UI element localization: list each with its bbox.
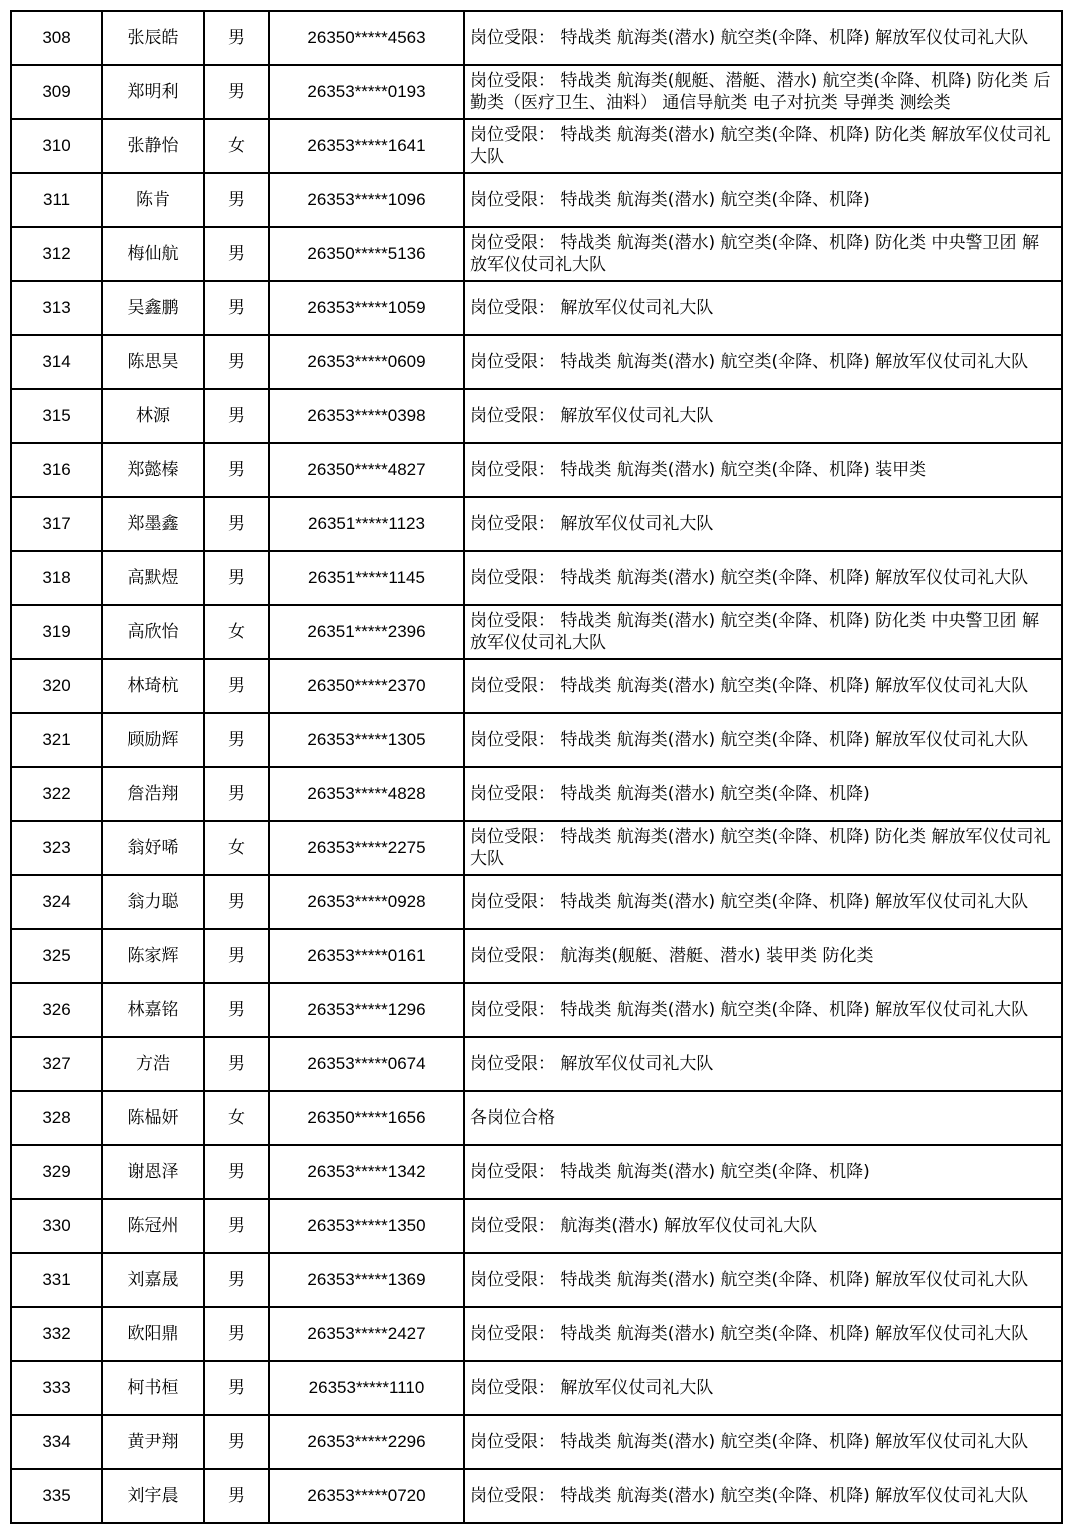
table-row [11,767,1062,821]
table-row [11,1469,1062,1523]
candidate-id-number: 26351*****2396 [269,605,464,659]
candidate-gender: 男 [204,1253,269,1307]
position-restriction-note: 岗位受限： 特战类 航海类(潜水) 航空类(伞降、机降) 防化类 解放军仪仗司礼大队 [464,821,1062,875]
candidate-id-number: 26353*****2275 [269,821,464,875]
table-row [11,551,1062,605]
table-row [11,281,1062,335]
table-row [11,65,1062,119]
row-number: 331 [11,1253,102,1307]
position-restriction-note: 岗位受限： 特战类 航海类(潜水) 航空类(伞降、机降) 装甲类 [464,443,1062,497]
candidate-id-number: 26353*****0161 [269,929,464,983]
candidate-id-number: 26353*****1110 [269,1361,464,1415]
row-number: 308 [11,11,102,65]
row-number: 313 [11,281,102,335]
table-row [11,119,1062,173]
candidate-id-number: 26350*****2370 [269,659,464,713]
position-restriction-note: 岗位受限： 特战类 航海类(潜水) 航空类(伞降、机降) 解放军仪仗司礼大队 [464,551,1062,605]
row-number: 320 [11,659,102,713]
candidate-id-number: 26353*****4828 [269,767,464,821]
candidate-gender: 男 [204,443,269,497]
table-row [11,497,1062,551]
row-number: 327 [11,1037,102,1091]
row-number: 312 [11,227,102,281]
row-number: 328 [11,1091,102,1145]
position-restriction-note: 岗位受限： 特战类 航海类(潜水) 航空类(伞降、机降) 解放军仪仗司礼大队 [464,11,1062,65]
candidate-gender: 男 [204,1037,269,1091]
position-restriction-note: 岗位受限： 特战类 航海类(潜水) 航空类(伞降、机降) 解放军仪仗司礼大队 [464,1253,1062,1307]
row-number: 323 [11,821,102,875]
row-number: 329 [11,1145,102,1199]
table-row [11,389,1062,443]
candidate-name: 陈家辉 [102,929,204,983]
table-row [11,605,1062,659]
candidate-id-number: 26350*****4827 [269,443,464,497]
position-restriction-note: 岗位受限： 解放军仪仗司礼大队 [464,389,1062,443]
candidate-name: 梅仙航 [102,227,204,281]
candidate-gender: 女 [204,821,269,875]
table-row [11,443,1062,497]
position-restriction-note: 岗位受限： 航海类(潜水) 解放军仪仗司礼大队 [464,1199,1062,1253]
candidate-gender: 男 [204,659,269,713]
row-number: 322 [11,767,102,821]
candidate-gender: 男 [204,713,269,767]
table-row [11,1361,1062,1415]
table-row [11,659,1062,713]
position-restriction-note: 岗位受限： 特战类 航海类(潜水) 航空类(伞降、机降) 解放军仪仗司礼大队 [464,983,1062,1037]
candidate-gender: 男 [204,1361,269,1415]
row-number: 334 [11,1415,102,1469]
candidate-id-number: 26353*****0720 [269,1469,464,1523]
candidate-id-number: 26353*****1096 [269,173,464,227]
candidate-name: 刘嘉晟 [102,1253,204,1307]
row-number: 330 [11,1199,102,1253]
roster-body [11,11,1062,1523]
candidate-gender: 男 [204,1145,269,1199]
candidate-id-number: 26350*****4563 [269,11,464,65]
table-row [11,875,1062,929]
row-number: 311 [11,173,102,227]
position-restriction-note: 岗位受限： 特战类 航海类(潜水) 航空类(伞降、机降) [464,173,1062,227]
candidate-gender: 女 [204,119,269,173]
position-restriction-note: 岗位受限： 特战类 航海类(潜水) 航空类(伞降、机降) 解放军仪仗司礼大队 [464,1307,1062,1361]
candidate-gender: 男 [204,335,269,389]
candidate-name: 林琦杭 [102,659,204,713]
candidate-name: 张静怡 [102,119,204,173]
candidate-name: 吴鑫鹏 [102,281,204,335]
row-number: 332 [11,1307,102,1361]
candidate-id-number: 26351*****1123 [269,497,464,551]
candidate-name: 张辰皓 [102,11,204,65]
candidate-id-number: 26353*****2427 [269,1307,464,1361]
row-number: 316 [11,443,102,497]
position-restriction-note: 岗位受限： 特战类 航海类(潜水) 航空类(伞降、机降) 解放军仪仗司礼大队 [464,875,1062,929]
candidate-gender: 男 [204,929,269,983]
row-number: 318 [11,551,102,605]
candidate-name: 欧阳鼎 [102,1307,204,1361]
candidate-name: 陈肯 [102,173,204,227]
candidate-name: 黄尹翔 [102,1415,204,1469]
candidate-gender: 男 [204,1199,269,1253]
position-restriction-note: 岗位受限： 特战类 航海类(潜水) 航空类(伞降、机降) 解放军仪仗司礼大队 [464,1415,1062,1469]
table-row [11,1037,1062,1091]
candidate-id-number: 26353*****1305 [269,713,464,767]
candidate-gender: 男 [204,1415,269,1469]
candidate-gender: 女 [204,1091,269,1145]
position-restriction-note: 岗位受限： 解放军仪仗司礼大队 [464,1361,1062,1415]
candidate-gender: 男 [204,65,269,119]
row-number: 324 [11,875,102,929]
row-number: 310 [11,119,102,173]
candidate-name: 郑明利 [102,65,204,119]
candidate-id-number: 26353*****0193 [269,65,464,119]
row-number: 321 [11,713,102,767]
candidate-id-number: 26353*****1059 [269,281,464,335]
candidate-id-number: 26353*****1641 [269,119,464,173]
candidate-gender: 男 [204,497,269,551]
row-number: 335 [11,1469,102,1523]
candidate-name: 谢恩泽 [102,1145,204,1199]
candidate-id-number: 26353*****0928 [269,875,464,929]
position-restriction-note: 岗位受限： 航海类(舰艇、潜艇、潜水) 装甲类 防化类 [464,929,1062,983]
table-row [11,983,1062,1037]
candidate-id-number: 26353*****1342 [269,1145,464,1199]
table-row [11,173,1062,227]
candidate-name: 陈思昊 [102,335,204,389]
table-row [11,1307,1062,1361]
candidate-name: 郑墨鑫 [102,497,204,551]
position-restriction-note: 各岗位合格 [464,1091,1062,1145]
candidate-gender: 男 [204,767,269,821]
row-number: 325 [11,929,102,983]
row-number: 315 [11,389,102,443]
table-row [11,227,1062,281]
table-row [11,11,1062,65]
position-restriction-note: 岗位受限： 特战类 航海类(潜水) 航空类(伞降、机降) 解放军仪仗司礼大队 [464,713,1062,767]
position-restriction-note: 岗位受限： 特战类 航海类(潜水) 航空类(伞降、机降) [464,767,1062,821]
candidate-name: 方浩 [102,1037,204,1091]
candidate-id-number: 26353*****1296 [269,983,464,1037]
row-number: 326 [11,983,102,1037]
candidate-name: 陈冠州 [102,1199,204,1253]
position-restriction-note: 岗位受限： 特战类 航海类(潜水) 航空类(伞降、机降) 防化类 解放军仪仗司礼大队 [464,119,1062,173]
candidate-gender: 男 [204,983,269,1037]
position-restriction-note: 岗位受限： 特战类 航海类(潜水) 航空类(伞降、机降) 解放军仪仗司礼大队 [464,335,1062,389]
candidate-name: 郑懿榛 [102,443,204,497]
row-number: 314 [11,335,102,389]
position-restriction-note: 岗位受限： 特战类 航海类(潜水) 航空类(伞降、机降) 解放军仪仗司礼大队 [464,1469,1062,1523]
position-restriction-note: 岗位受限： 解放军仪仗司礼大队 [464,281,1062,335]
table-row [11,1199,1062,1253]
position-restriction-note: 岗位受限： 特战类 航海类(潜水) 航空类(伞降、机降) [464,1145,1062,1199]
candidate-name: 詹浩翔 [102,767,204,821]
table-row [11,1091,1062,1145]
candidate-id-number: 26350*****5136 [269,227,464,281]
candidate-name: 翁力聪 [102,875,204,929]
table-row [11,821,1062,875]
candidate-gender: 男 [204,173,269,227]
candidate-gender: 男 [204,1469,269,1523]
candidate-gender: 男 [204,875,269,929]
candidate-id-number: 26353*****0609 [269,335,464,389]
candidate-gender: 男 [204,1307,269,1361]
candidate-id-number: 26353*****1369 [269,1253,464,1307]
position-restriction-note: 岗位受限： 解放军仪仗司礼大队 [464,497,1062,551]
candidate-id-number: 26351*****1145 [269,551,464,605]
candidate-id-number: 26353*****1350 [269,1199,464,1253]
candidate-name: 陈榀妍 [102,1091,204,1145]
table-row [11,335,1062,389]
row-number: 333 [11,1361,102,1415]
table-row [11,713,1062,767]
table-row [11,1145,1062,1199]
table-row [11,929,1062,983]
table-row [11,1415,1062,1469]
position-restriction-note: 岗位受限： 特战类 航海类(舰艇、潜艇、潜水) 航空类(伞降、机降) 防化类 后勤类（医疗卫生、油料） 通信导航类 电子对抗类 导弹类 测绘类 [464,65,1062,119]
position-restriction-note: 岗位受限： 特战类 航海类(潜水) 航空类(伞降、机降) 防化类 中央警卫团 解放军仪仗司礼大队 [464,605,1062,659]
candidate-gender: 男 [204,551,269,605]
candidate-gender: 男 [204,227,269,281]
position-restriction-note: 岗位受限： 特战类 航海类(潜水) 航空类(伞降、机降) 防化类 中央警卫团 解放军仪仗司礼大队 [464,227,1062,281]
candidate-id-number: 26353*****2296 [269,1415,464,1469]
candidate-name: 高默煜 [102,551,204,605]
candidate-id-number: 26350*****1656 [269,1091,464,1145]
candidate-id-number: 26353*****0674 [269,1037,464,1091]
row-number: 319 [11,605,102,659]
row-number: 309 [11,65,102,119]
candidate-gender: 男 [204,11,269,65]
roster-table [10,10,1063,1524]
candidate-name: 翁妤唏 [102,821,204,875]
candidate-name: 柯书桓 [102,1361,204,1415]
candidate-name: 林源 [102,389,204,443]
table-row [11,1253,1062,1307]
candidate-name: 高欣怡 [102,605,204,659]
row-number: 317 [11,497,102,551]
position-restriction-note: 岗位受限： 特战类 航海类(潜水) 航空类(伞降、机降) 解放军仪仗司礼大队 [464,659,1062,713]
candidate-name: 林嘉铭 [102,983,204,1037]
candidate-name: 刘宇晨 [102,1469,204,1523]
candidate-name: 顾励辉 [102,713,204,767]
candidate-gender: 男 [204,389,269,443]
candidate-gender: 男 [204,281,269,335]
candidate-gender: 女 [204,605,269,659]
position-restriction-note: 岗位受限： 解放军仪仗司礼大队 [464,1037,1062,1091]
candidate-id-number: 26353*****0398 [269,389,464,443]
